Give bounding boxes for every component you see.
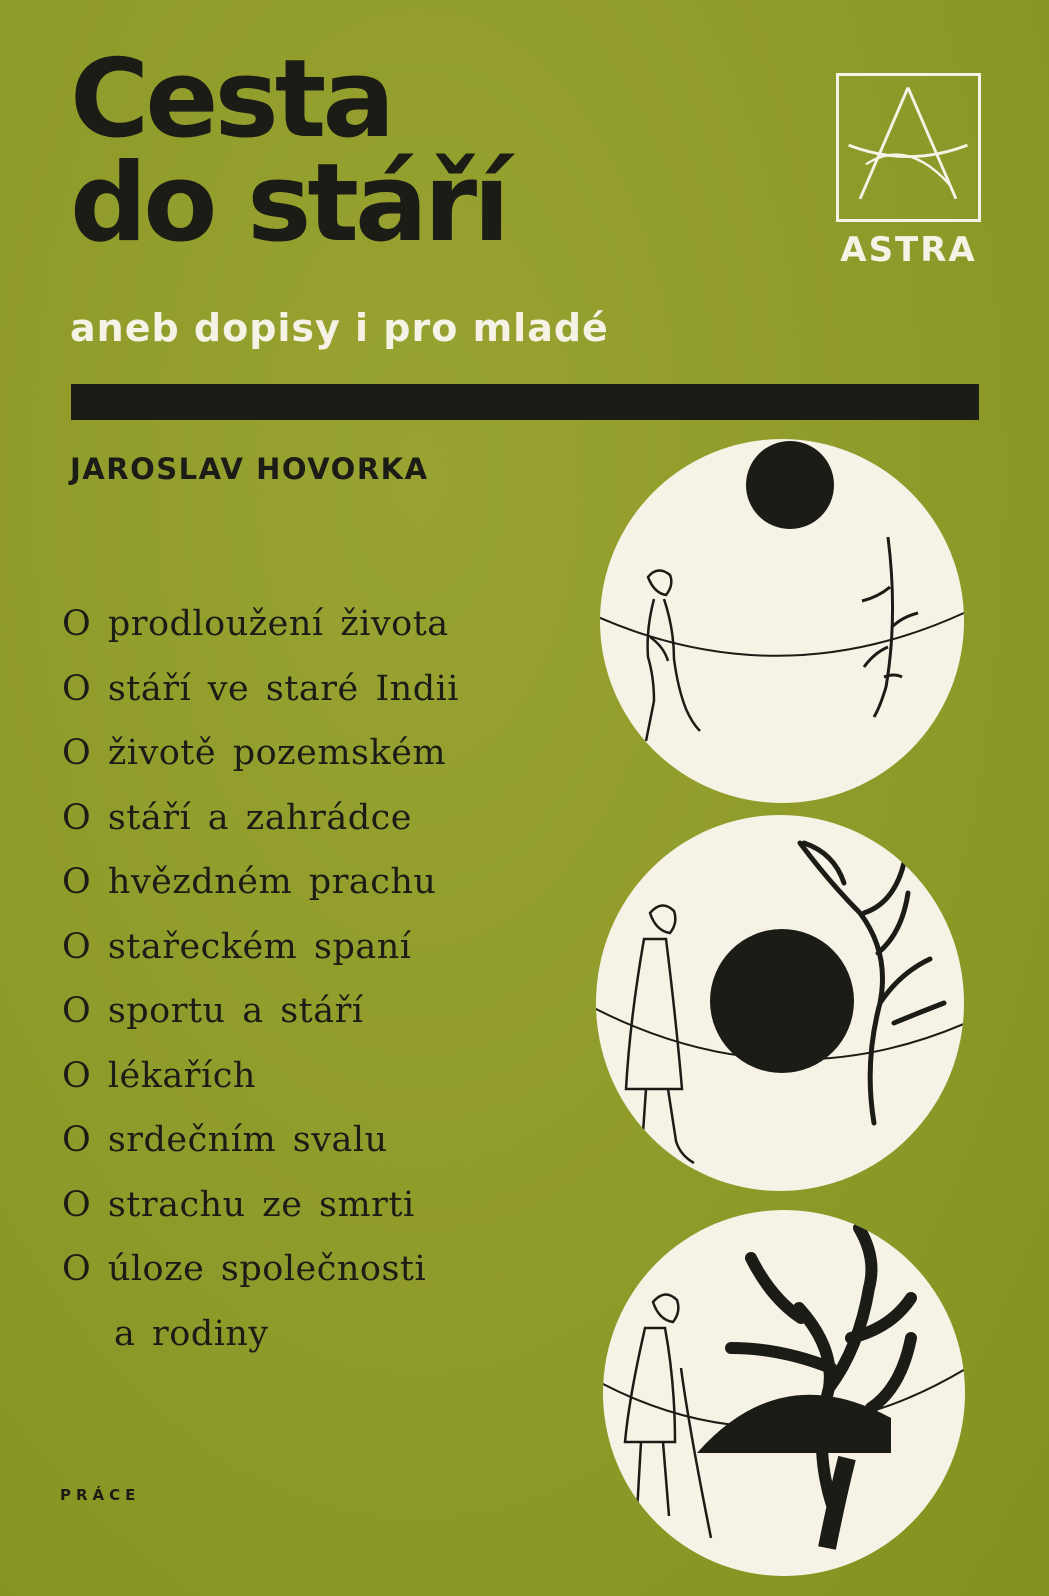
publisher-name: PRÁCE (60, 1486, 141, 1504)
author-name: JAROSLAV HOVORKA (70, 452, 429, 486)
contents-item: O strachu ze smrti (62, 1184, 415, 1225)
sun-midday-adult-walker-icon (594, 813, 966, 1193)
contents-item: O hvězdném prachu (62, 862, 437, 902)
illustration-circle-1 (598, 437, 966, 805)
contents-item: O úloze společnosti (62, 1249, 427, 1289)
astra-logo-text: ASTRA (840, 230, 977, 270)
contents-item: O stáří ve staré Indii (62, 668, 459, 709)
contents-item: O prodloužení života (62, 604, 449, 644)
book-subtitle: aneb dopisy i pro mladé (70, 306, 609, 350)
black-divider-bar (71, 384, 979, 420)
contents-item: O životě pozemském (62, 733, 447, 773)
astra-star-a-icon (839, 76, 978, 219)
illustration-circle-3 (601, 1208, 967, 1578)
contents-item: O stařeckém spaní (62, 926, 412, 967)
contents-item: O stáří a zahrádce (62, 797, 412, 838)
contents-list (62, 592, 459, 1366)
title-line-1: Cesta (70, 37, 392, 162)
contents-item-continuation: a rodiny (114, 1313, 269, 1354)
title-line-2: do stáří (70, 141, 507, 266)
contents-item: O sportu a stáří (62, 991, 364, 1031)
contents-item: O lékařích (62, 1055, 256, 1096)
illustration-circle-2 (594, 813, 966, 1193)
book-title (70, 37, 507, 266)
sun-rising-young-walker-icon (598, 437, 966, 805)
contents-item: O srdečním svalu (62, 1120, 388, 1160)
sun-setting-elder-with-cane-icon (601, 1208, 967, 1578)
astra-logo-icon (836, 73, 981, 222)
